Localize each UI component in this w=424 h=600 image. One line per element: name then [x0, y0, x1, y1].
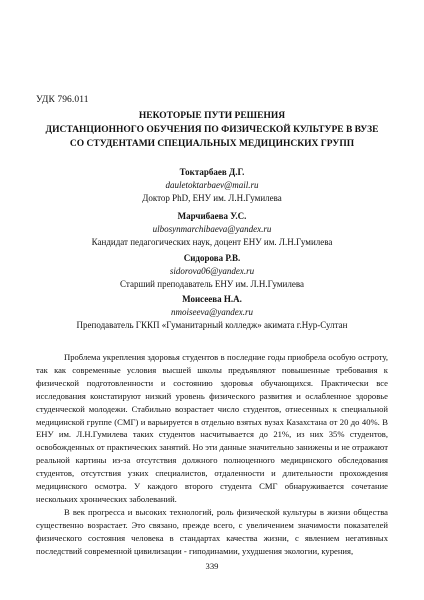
author-email[interactable]: sidorova06@yandex.ru	[169, 266, 255, 276]
article-title	[40, 109, 384, 151]
author-name: Сидорова Р.В.	[183, 253, 241, 263]
udk-code: УДК 796.011	[36, 95, 89, 105]
body-paragraph: В век прогресса и высоких технологий, роль физической культуры в жизни общества существенно возрастает. Это связано, прежде всего, с увеличением значимости показателей физического состояния человека в стандартах качества жизни, с явлением негативных последствий современной цивилизации - гиподинамии, ухудшения экологии, курения,	[36, 506, 388, 556]
author-block	[40, 166, 384, 205]
body-paragraph: Проблема укрепления здоровья студентов в последние годы приобрела особую остроту, так как современные условия высшей школы предъявляют повышенные требования к физической подготовленности и состоянию здоровья обучающихся. Практически все исследования констатируют низкий уровень физического развития и ослабленное здоровье студенческой молодежи. Стабильно возрастает число студентов, отнесенных к специальной медицинской группе (СМГ) и варьируется в отдельно взятых вузах Казахстана от 20 до 40%. В ЕНУ им. Л.Н.Гумилева таких студентов насчитывается до 21%, из них 35% студентов, освобожденных от практических занятий. Но эти данные значительно занижены и не отражают реальной картины из-за отсутствия должного полноценного медицинского обследования студентов, отсутствия узких специалистов, отдаленности и длительности прохождения медицинского осмотра. У каждого второго студента СМГ обнаруживается сочетание нескольких хронических заболеваний.	[36, 352, 388, 504]
author-affiliation: Преподаватель ГККП «Гуманитарный колледж» акимата г.Нур-Султан	[76, 320, 348, 330]
author-email[interactable]: ulbosynmarchibaeva@yandex.ru	[152, 224, 272, 234]
author-affiliation: Доктор PhD, ЕНУ им. Л.Н.Гумилева	[142, 193, 282, 203]
page-number: 339	[205, 561, 219, 571]
author-block	[40, 293, 384, 332]
author-block	[40, 252, 384, 291]
author-name: Марчибаева У.С.	[177, 211, 247, 221]
author-block	[40, 210, 384, 249]
author-affiliation: Кандидат педагогических наук, доцент ЕНУ им. Л.Н.Гумилева	[91, 237, 333, 247]
author-name: Токтарбаев Д.Г.	[179, 167, 245, 177]
author-email[interactable]: nmoiseeva@yandex.ru	[170, 307, 253, 317]
author-affiliation: Старший преподаватель ЕНУ им. Л.Н.Гумилева	[120, 279, 304, 289]
author-email[interactable]: dauletoktarbaev@mail.ru	[165, 180, 259, 190]
title-line: СО СТУДЕНТАМИ СПЕЦИАЛЬНЫХ МЕДИЦИНСКИХ ГРУПП	[69, 139, 355, 149]
author-name: Моисеева Н.А.	[182, 294, 242, 304]
article-body	[36, 351, 388, 558]
title-line: ДИСТАНЦИОННОГО ОБУЧЕНИЯ ПО ФИЗИЧЕСКОЙ КУЛЬТУРЕ В ВУЗЕ	[45, 125, 379, 135]
title-line: НЕКОТОРЫЕ ПУТИ РЕШЕНИЯ	[138, 111, 286, 121]
